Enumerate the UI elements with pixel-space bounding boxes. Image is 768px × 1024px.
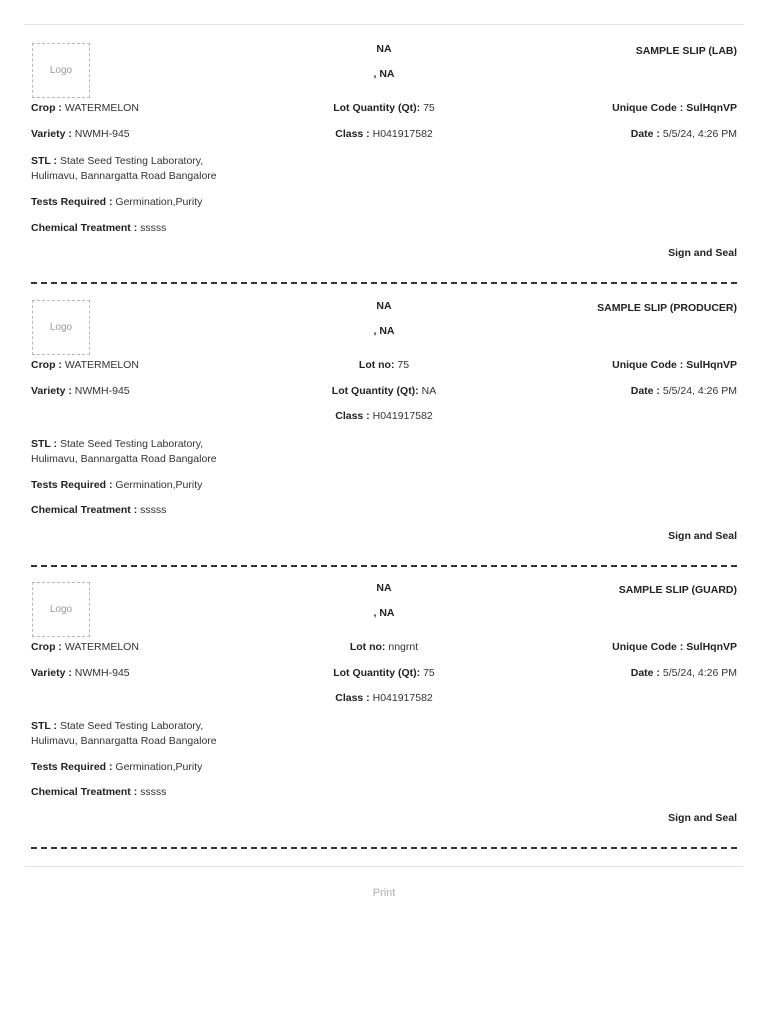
date-value: 5/5/24, 4:26 PM [662, 667, 737, 679]
tests-required-label: Tests Required : [31, 479, 113, 491]
variety-label: Variety : [31, 667, 72, 679]
crop-label: Crop : [31, 102, 62, 114]
tests-required-label: Tests Required : [31, 196, 113, 208]
date-field [631, 128, 737, 141]
lot-quantity-label: Lot Quantity (Qt): [333, 667, 421, 679]
slip-title: SAMPLE SLIP (LAB) [635, 45, 737, 57]
tests-required-value: Germination,Purity [115, 196, 203, 208]
lot-quantity-value: NA [421, 385, 437, 397]
lot-quantity-label: Lot Quantity (Qt): [333, 102, 421, 114]
sign-and-seal: Sign and Seal [668, 247, 737, 259]
header-address: , NA [373, 325, 395, 337]
sample-slip-producer [31, 300, 737, 570]
sample-slip-lab [31, 43, 737, 288]
tests-required-value: Germination,Purity [115, 479, 203, 491]
stl-field [31, 437, 241, 467]
lot-no-label: Lot no: [349, 641, 386, 653]
crop-value: WATERMELON [64, 359, 139, 371]
date-field [631, 385, 737, 398]
header-address: , NA [373, 68, 395, 80]
stl-value: State Seed Testing Laboratory, Hulimavu, Bannargatta Road Bangalore [31, 438, 217, 465]
unique-code-field [612, 641, 737, 654]
chemical-treatment-field [31, 786, 166, 799]
date-field [631, 667, 737, 680]
crop-label: Crop : [31, 641, 62, 653]
variety-value: NWMH-945 [74, 385, 130, 397]
date-value: 5/5/24, 4:26 PM [662, 385, 737, 397]
bottom-divider [25, 866, 743, 867]
class-label: Class : [335, 410, 370, 422]
header-address: , NA [373, 607, 395, 619]
sign-and-seal: Sign and Seal [668, 530, 737, 542]
tests-required-field [31, 761, 202, 774]
tests-required-field [31, 196, 202, 209]
unique-code-value: SulHqnVP [686, 359, 737, 371]
lot-no-value: 75 [397, 359, 410, 371]
variety-label: Variety : [31, 385, 72, 397]
sample-slip-guard [31, 582, 737, 852]
tests-required-label: Tests Required : [31, 761, 113, 773]
tests-required-value: Germination,Purity [115, 761, 203, 773]
crop-label: Crop : [31, 359, 62, 371]
class-label: Class : [335, 128, 370, 140]
unique-code-label: Unique Code : [612, 359, 684, 371]
class-value: H041917582 [372, 128, 433, 140]
stl-field [31, 154, 241, 184]
slip-dashed-separator [31, 282, 737, 284]
unique-code-field [612, 102, 737, 115]
class-label: Class : [335, 692, 370, 704]
slip-dashed-separator [31, 847, 737, 849]
stl-value: State Seed Testing Laboratory, Hulimavu, Bannargatta Road Bangalore [31, 720, 217, 747]
print-button[interactable]: Print [372, 887, 396, 899]
lot-quantity-label: Lot Quantity (Qt): [331, 385, 419, 397]
tests-required-field [31, 479, 202, 492]
lot-quantity-value: 75 [423, 667, 435, 679]
unique-code-field [612, 359, 737, 372]
chemical-treatment-label: Chemical Treatment : [31, 504, 138, 516]
stl-label: STL : [31, 155, 58, 167]
chemical-treatment-value: sssss [140, 222, 167, 234]
date-value: 5/5/24, 4:26 PM [662, 128, 737, 140]
stl-label: STL : [31, 720, 58, 732]
class-field [31, 410, 737, 423]
header-name: NA [376, 582, 392, 594]
date-label: Date : [630, 128, 660, 140]
header-name: NA [376, 43, 392, 55]
unique-code-value: SulHqnVP [686, 641, 737, 653]
top-divider [25, 24, 743, 25]
stl-value: State Seed Testing Laboratory, Hulimavu, Bannargatta Road Bangalore [31, 155, 217, 182]
unique-code-label: Unique Code : [612, 641, 684, 653]
slip-title: SAMPLE SLIP (GUARD) [618, 584, 737, 596]
chemical-treatment-value: sssss [140, 786, 167, 798]
date-label: Date : [630, 667, 660, 679]
variety-label: Variety : [31, 128, 72, 140]
logo-label: Logo [49, 604, 73, 615]
crop-value: WATERMELON [64, 641, 139, 653]
class-field [31, 692, 737, 705]
lot-no-value: nngrnt [388, 641, 419, 653]
chemical-treatment-field [31, 504, 166, 517]
slip-dashed-separator [31, 565, 737, 567]
stl-field [31, 719, 241, 749]
lot-no-label: Lot no: [358, 359, 395, 371]
logo-label: Logo [49, 322, 73, 333]
class-value: H041917582 [372, 692, 433, 704]
header-name: NA [376, 300, 392, 312]
chemical-treatment-label: Chemical Treatment : [31, 222, 138, 234]
chemical-treatment-value: sssss [140, 504, 167, 516]
chemical-treatment-label: Chemical Treatment : [31, 786, 138, 798]
unique-code-label: Unique Code : [612, 102, 684, 114]
unique-code-value: SulHqnVP [686, 102, 737, 114]
chemical-treatment-field [31, 222, 166, 235]
stl-label: STL : [31, 438, 58, 450]
lot-quantity-value: 75 [423, 102, 435, 114]
variety-value: NWMH-945 [74, 128, 130, 140]
class-value: H041917582 [372, 410, 433, 422]
slip-title: SAMPLE SLIP (PRODUCER) [597, 302, 737, 314]
sign-and-seal: Sign and Seal [668, 812, 737, 824]
crop-value: WATERMELON [64, 102, 139, 114]
variety-value: NWMH-945 [74, 667, 130, 679]
logo-label: Logo [49, 65, 73, 76]
date-label: Date : [630, 385, 660, 397]
